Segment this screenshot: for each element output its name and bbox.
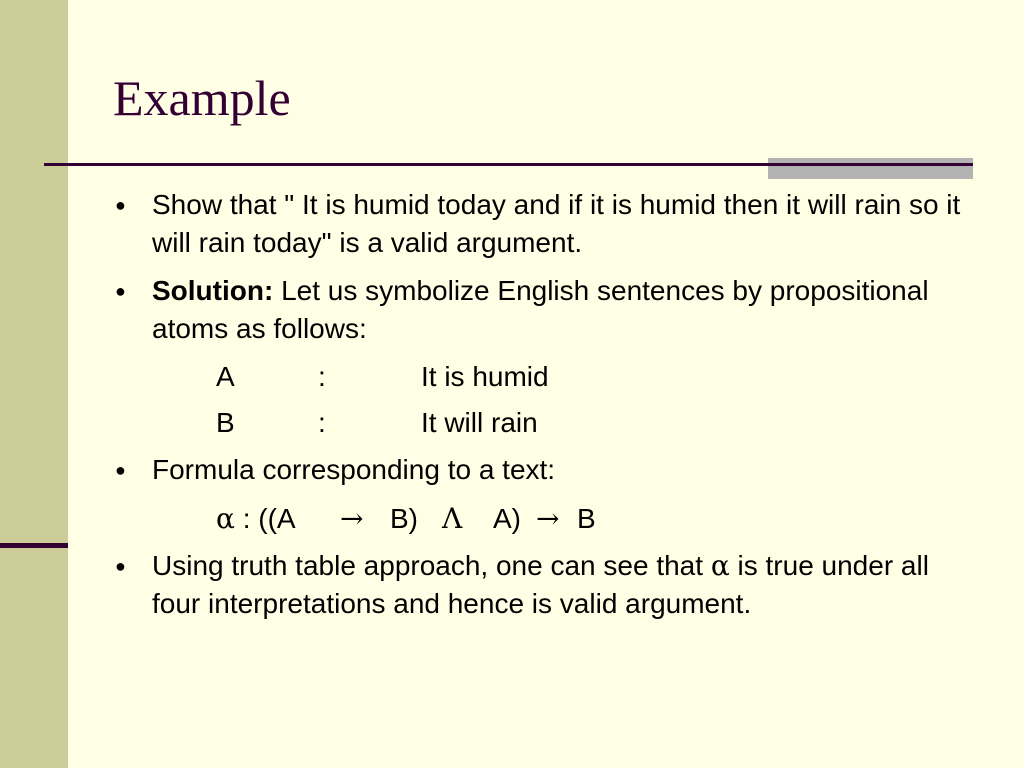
formula-line <box>216 500 296 538</box>
bullet-dot: ● <box>115 460 126 480</box>
slide-title: Example <box>113 70 291 126</box>
bullet-item-solution <box>152 272 967 348</box>
solution-label: Solution: <box>152 275 274 306</box>
atom-a-symbol: A <box>216 361 235 392</box>
formula-a-close: A) <box>493 503 521 534</box>
bullet-item-show-that: Show that " It is humid today and if it is humid then it will rain so it will rain today" is a valid argument. <box>152 189 961 258</box>
alpha-symbol: α <box>216 502 235 535</box>
truth-table-text-end: is true under all four interpretations and hence is valid argument. <box>152 550 929 619</box>
formula-b: B) <box>390 503 418 534</box>
and-symbol: Λ <box>442 502 463 535</box>
bullet-item-truth-table <box>152 547 967 623</box>
bullet-dot: ● <box>115 556 126 576</box>
alpha-symbol: α <box>710 549 730 582</box>
implies-arrow-icon: → <box>340 502 364 535</box>
atom-b-separator: : <box>318 407 326 438</box>
atom-b-meaning: It will rain <box>421 407 538 438</box>
formula-open: : ((A <box>234 503 296 534</box>
bullet-dot: ● <box>115 281 126 301</box>
atom-a-separator: : <box>318 361 326 392</box>
atom-b-symbol: B <box>216 407 235 438</box>
implies-arrow-icon: → <box>536 502 560 535</box>
formula-b-end: B <box>577 503 596 534</box>
solution-text: Let us symbolize English sentences by propositional atoms as follows: <box>152 275 929 344</box>
bullet-item-formula: Formula corresponding to a text: <box>152 454 556 485</box>
atom-a-meaning: It is humid <box>421 361 549 392</box>
bullet-dot: ● <box>115 195 126 215</box>
truth-table-text-start: Using truth table approach, one can see that <box>152 550 711 581</box>
